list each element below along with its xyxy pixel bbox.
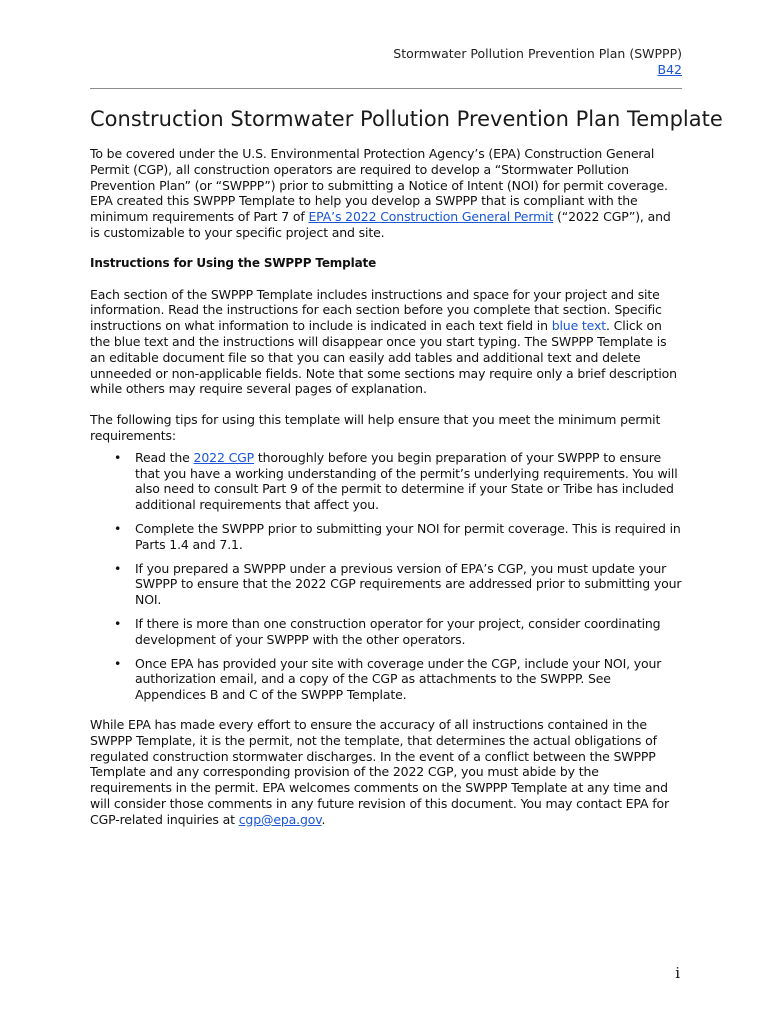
list-item: • If you prepared a SWPPP under a previous version of EPA’s CGP, you must update your SWPPP to ensure that the 2022 CGP requirements are addressed prior to submitting your NOI. <box>114 560 682 608</box>
page-number: i <box>675 964 680 982</box>
instructions-heading: Instructions for Using the SWPPP Template <box>90 255 377 270</box>
header-divider <box>90 88 682 89</box>
bullet-icon: • <box>114 615 122 631</box>
instructions-paragraph: Each section of the SWPPP Template includes instructions and space for your project and site information. Read the instructions for each section before you complete that section. Specific instructions on what information to include is indicated in each text field in blue text. Click on the blue text and the instructions will disappear once you start typing. The SWPPP Template is an editable document file so that you can easily add tables and additional text and delete unneeded or non-applicable fields. Note that some sections may require only a brief description while others may require several pages of explanation. <box>90 286 677 397</box>
bullet-icon: • <box>114 560 122 576</box>
tips-list <box>90 450 682 703</box>
bullet-icon: • <box>114 655 122 671</box>
bullet-icon: • <box>114 520 122 536</box>
page-title: Construction Stormwater Pollution Prevention Plan Template <box>90 107 723 131</box>
list-item: • Read the 2022 CGP thoroughly before you begin preparation of your SWPPP to ensure that you have a working understanding of the permit’s underlying requirements. You will also need to consult Part 9 of the permit to determine if your State or Tribe has included additional requirements that affect you. <box>114 449 678 513</box>
blue-text-sample: blue text <box>551 318 607 334</box>
email-link[interactable]: cgp@epa.gov <box>238 811 322 827</box>
bullet-icon: • <box>114 449 122 465</box>
list-item: • Complete the SWPPP prior to submitting your NOI for permit coverage. This is required in Parts 1.4 and 7.1. <box>114 520 681 552</box>
cgp-link[interactable]: 2022 CGP <box>193 449 255 465</box>
header-doc-code-link[interactable]: B42 <box>657 62 682 77</box>
list-item: • Once EPA has provided your site with coverage under the CGP, include your NOI, your authorization email, and a copy of the CGP as attachments to the SWPPP. See Appendices B and C of the SWPPP Template. <box>114 655 662 703</box>
header-doc-title: Stormwater Pollution Prevention Plan (SWPPP) <box>393 46 682 61</box>
running-header <box>393 46 682 78</box>
cgp-2022-link[interactable]: EPA’s 2022 Construction General Permit <box>308 209 554 225</box>
closing-paragraph: While EPA has made every effort to ensure the accuracy of all instructions contained in the SWPPP Template, it is the permit, not the template, that determines the actual obligations of regulated construction stormwater discharges. In the event of a conflict between the SWPPP Template and any corresponding provision of the 2022 CGP, you must abide by the requirements in the permit. EPA welcomes comments on the SWPPP Template at any time and will consider those comments in any future revision of this document. You may contact EPA for CGP-related inquiries at cgp@epa.gov. <box>90 716 669 827</box>
tips-intro: The following tips for using this template will help ensure that you meet the minimum permit requirements: <box>90 412 661 443</box>
document-body <box>90 146 682 842</box>
list-item: • If there is more than one construction operator for your project, consider coordinating development of your SWPPP with the other operators. <box>114 615 661 647</box>
intro-paragraph: To be covered under the U.S. Environmental Protection Agency’s (EPA) Construction General Permit (CGP), all construction operators are required to develop a “Stormwater Pollution Prevention Plan” (or “SWPPP”) prior to submitting a Notice of Intent (NOI) for permit coverage. EPA created this SWPPP Template to help you develop a SWPPP that is compliant with the minimum requirements of Part 7 of EPA’s 2022 Construction General Permit (“2022 CGP”), and is customizable to your specific project and site. <box>90 146 671 240</box>
